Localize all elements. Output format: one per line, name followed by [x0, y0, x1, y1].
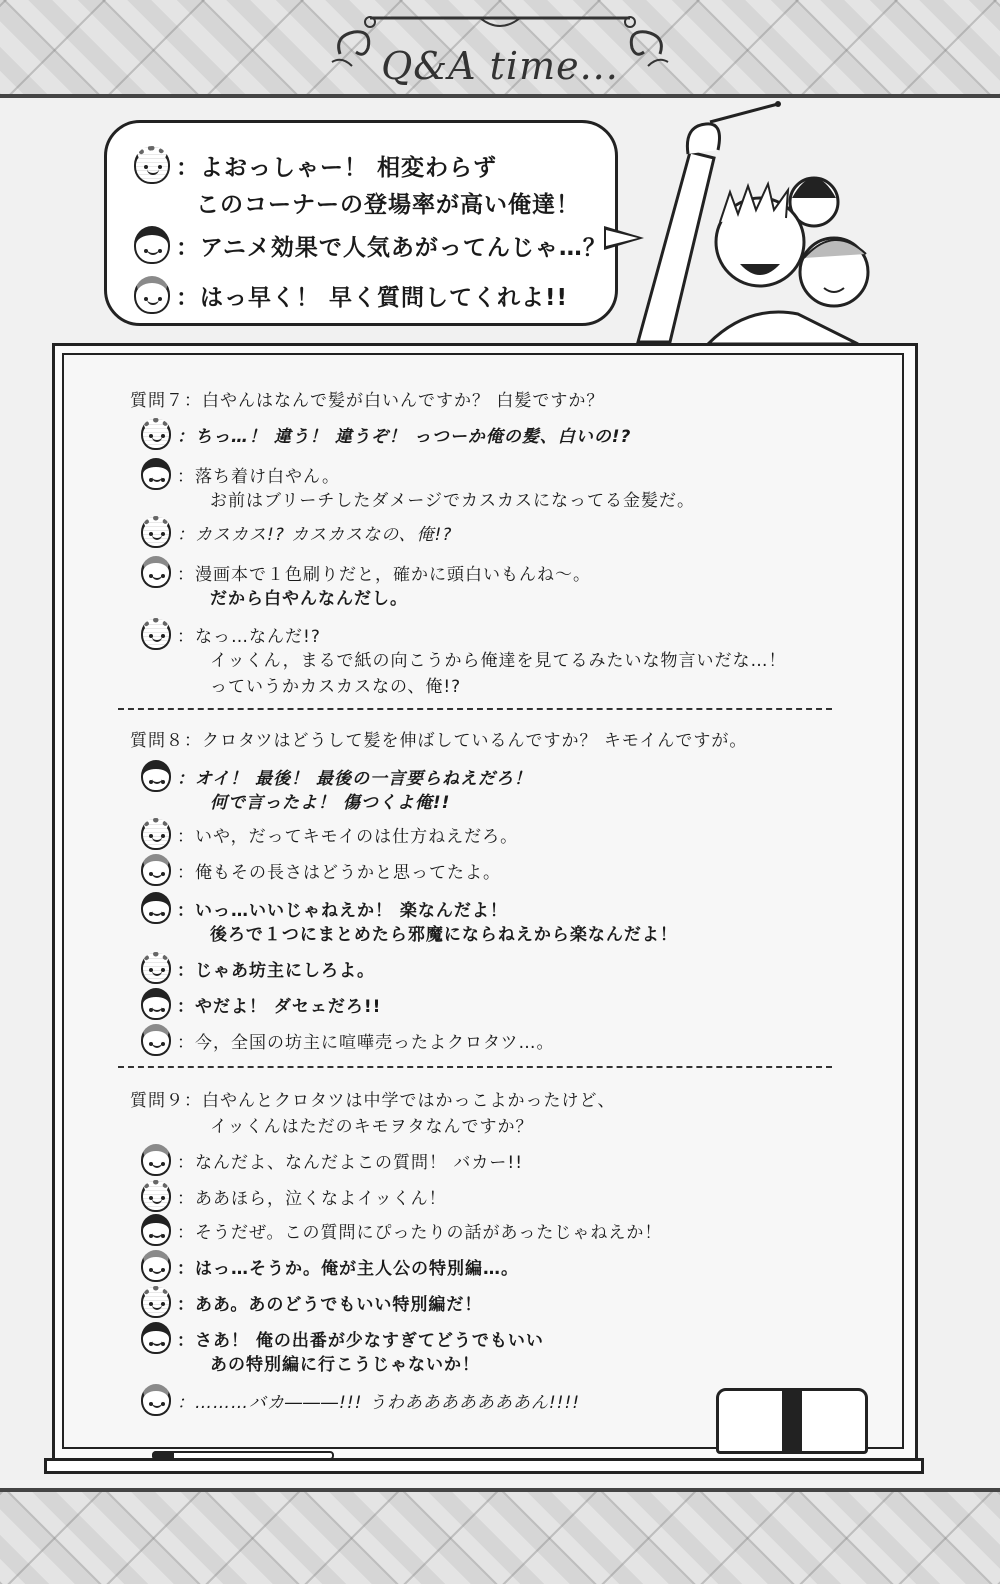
- kuro-face-icon: [141, 988, 171, 1020]
- section-divider: [118, 708, 832, 710]
- reply-line: [141, 818, 518, 850]
- reply-text: ：やだよ！ ダセェだろ!!: [177, 996, 382, 1017]
- ikku-face-icon: [141, 1384, 171, 1416]
- kuro-face-icon: [141, 1322, 171, 1354]
- bottom-band-edge: [0, 1488, 1000, 1492]
- shiro-face-icon: [141, 952, 171, 984]
- question-line: [130, 386, 604, 411]
- kuro-face-icon: [134, 226, 170, 264]
- reply-line: [141, 854, 501, 886]
- reply-text: ：落ち着け白やん。: [177, 466, 341, 487]
- intro-line: [134, 276, 568, 314]
- question-text: ：白やんとクロタツは中学ではかっこよかったけど、: [184, 1091, 616, 1111]
- characters-illustration: [628, 92, 888, 344]
- reply-line: [141, 1250, 519, 1282]
- reply-text: ：じゃあ坊主にしろよ。: [177, 960, 375, 981]
- reply-line: [141, 952, 375, 984]
- reply-text: っていうかカスカスなの、俺!?: [210, 677, 462, 697]
- reply-text: ：いっ…いいじゃねえか！ 楽なんだよ！: [177, 900, 508, 921]
- reply-text: ：オイ！ 最後！ 最後の一言要らねえだろ！: [177, 768, 532, 789]
- kuro-face-icon: [141, 760, 171, 792]
- reply-text: ：………バカ―――!!! うわあああああああん!!!!: [177, 1392, 581, 1413]
- reply-text: 後ろで１つにまとめたら邪魔にならねえから楽なんだよ！: [210, 925, 678, 945]
- reply-line: [141, 988, 381, 1020]
- kuro-face-icon: [141, 1214, 171, 1246]
- reply-text: お前はブリーチしたダメージでカスカスになってる金髪だ。: [210, 491, 695, 511]
- reply-text: ：なんだよ、なんだよこの質問！ バカー!!: [177, 1152, 524, 1173]
- reply-text: ：カスカス!? カスカスなの、俺!?: [177, 524, 453, 545]
- intro-text: ：はっ早く！ 早く質問してくれよ!!: [176, 284, 568, 311]
- reply-text: ：そうだぜ。この質問にぴったりの話があったじゃねえか！: [177, 1222, 663, 1243]
- ikku-face-icon: [141, 1250, 171, 1282]
- marker-cap: [152, 1451, 174, 1460]
- intro-text: ：よおっしゃー！ 相変わらず: [176, 154, 498, 181]
- ikku-face-icon: [141, 556, 171, 588]
- ikku-face-icon: [141, 1024, 171, 1056]
- shiro-face-icon: [141, 418, 171, 450]
- reply-text: ：さあ！ 俺の出番が少なすぎてどうでもいい: [177, 1330, 544, 1351]
- eraser-stripe: [782, 1390, 802, 1452]
- reply-text: あの特別編に行こうじゃないか！: [210, 1355, 480, 1375]
- reply-text: イッくん，まるで紙の向こうから俺達を見てるみたいな物言いだな…！: [210, 651, 787, 671]
- intro-text: このコーナーの登場率が高い俺達！: [196, 192, 580, 218]
- reply-line: [141, 418, 631, 450]
- shiro-face-icon: [141, 516, 171, 548]
- question-label: 質問９: [130, 1091, 184, 1111]
- reply-line: [141, 516, 452, 548]
- shiro-face-icon: [141, 1180, 171, 1212]
- reply-text: ：ちっ…！ 違う！ 違うぞ！ っつーか俺の髪、白いの!?: [177, 426, 632, 447]
- cheering-characters-icon: [628, 92, 888, 344]
- title-plate: [330, 14, 670, 92]
- shiro-face-icon: [134, 146, 170, 184]
- reply-text: ：漫画本で１色刷りだと，確かに頭白いもんね～。: [177, 564, 591, 585]
- reply-text: ：ああほら，泣くなよイッくん！: [177, 1188, 447, 1209]
- intro-text: ：アニメ効果で人気あがってんじゃ…？: [176, 234, 607, 261]
- reply-text: ：なっ…なんだ!?: [177, 626, 321, 647]
- question-text: ：クロタツはどうして髪を伸ばしているんですか？ キモイんですが。: [184, 731, 748, 751]
- bottom-pattern-band: [0, 1488, 1000, 1584]
- question-label: 質問７: [130, 391, 184, 411]
- question-line: [130, 726, 747, 751]
- marker-icon: [152, 1451, 334, 1460]
- question-text: イッくんはただのキモヲタなんですか？: [210, 1117, 534, 1137]
- reply-line: [141, 1144, 523, 1176]
- shiro-face-icon: [141, 618, 171, 650]
- reply-line: [141, 1384, 580, 1416]
- shiro-face-icon: [141, 1286, 171, 1318]
- ikku-face-icon: [141, 1144, 171, 1176]
- question-text: ：白やんはなんで髪が白いんですか？ 白髪ですか？: [184, 391, 605, 411]
- reply-line: [141, 1024, 555, 1056]
- reply-text: ：俺もその長さはどうかと思ってたよ。: [177, 862, 501, 883]
- reply-text: ：今，全国の坊主に喧嘩売ったよクロタツ…。: [177, 1032, 555, 1053]
- reply-text: ：はっ…そうか。俺が主人公の特別編…。: [177, 1258, 519, 1279]
- kuro-face-icon: [141, 892, 171, 924]
- ikku-face-icon: [134, 276, 170, 314]
- reply-line: [141, 1214, 662, 1246]
- reply-line: [141, 1286, 482, 1318]
- question-line: [130, 1086, 616, 1111]
- whiteboard-ledge: [44, 1458, 924, 1474]
- section-divider: [118, 1066, 832, 1068]
- reply-text: だから白やんなんだし。: [210, 589, 408, 609]
- question-label: 質問８: [130, 731, 184, 751]
- ikku-face-icon: [141, 854, 171, 886]
- intro-line: [134, 226, 607, 264]
- page-title: Q&A time...: [381, 44, 619, 88]
- reply-text: ：いや，だってキモイのは仕方ねえだろ。: [177, 826, 519, 847]
- reply-text: 何で言ったよ！ 傷つくよ俺!!: [210, 793, 451, 813]
- intro-line: [134, 146, 497, 184]
- kuro-face-icon: [141, 458, 171, 490]
- shiro-face-icon: [141, 818, 171, 850]
- reply-text: ：ああ。あのどうでもいい特別編だ！: [177, 1294, 483, 1315]
- reply-line: [141, 1180, 447, 1212]
